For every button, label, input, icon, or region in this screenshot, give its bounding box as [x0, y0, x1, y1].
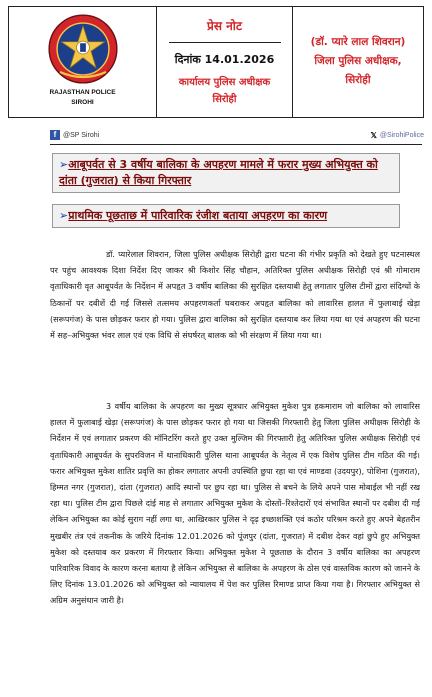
headline-box-1: [52, 153, 400, 193]
arrow-bullet-icon: ➢: [59, 158, 69, 171]
body-paragraph-2: 3 वर्षीय बालिका के अपहरण का मुख्य सूत्रधार अभियुक्त मुकेश पुत्र हकमाराम जो बालिका को लावारिस हालत में फुलाबाई खेड़ा (सरूपगंज) के पास छोड़कर फरार हो गया था जिसकी गिरफ्तारी हेतु जिला पुलिस अधीक्षक सिरोही के निर्देशन में एवं लगातार प्रकरण की मॉनिटरिंग करते हुए उक्त मुल्जिम की गिरफ्तारी हेतु अतिरिक्त पुलिस अधीक्षक सिरोही एवं वृताधिकारी आबूपर्वत के सुपरविजन में थानाधिकारी पुलिस थाना आबूपर्वत के नेतृत्व में एक विशेष पुलिस टीम गठित की गई। फरार अभियुक्त मुकेश शातिर प्रवृत्ति का होकर लगातार अपनी उपस्थिति छुपा रहा था एवं माण्डवा (उदयपुर), पोशिना (गुजरात), हिम्मत नगर (गुजरात), दांता (गुजरात) आदि स्थानों पर छुप रहा था। पुलिस से बचने के लिये अपने पास मोबाईल भी नहीं रख रहा था। पुलिस टीम द्वारा पिछले दांई माह से लगातार अभियुक्त मुकेश के दोस्तों–रिश्तेदारों एवं संभावित स्थानों पर दबीश दी गई लेकिन अभियुक्त का कोई सुराग नहीं लगा था, आखिरकार पुलिस ने दृढ़ इच्छाशक्ति एवं कठोर परिश्रम करते हुए अपने बेहतरीन मुखबीर तंत्र एवं तकनीक के जरिये दिनांक 12.01.2026 को पूंजपुर (दांता, गुजरात) में दबीश देकर वहां छुपे हुए अभियुक्त मुकेश को दस्तयाब कर प्रकरण में गिरफ्तार किया। अभियुक्त मुकेश ने पूछताछ के दौरान 3 वर्षीय बालिका का अपहरण पारिवारिक विवाद के कारण करना बताया है लेकिन अभियुक्त से बालिका के अपहरण के ठोस एवं वास्तविक कारण को जानने के लिए दिनांक 13.01.2026 को अभियुक्त को न्यायालय में पेश कर पुलिस रिमाण्ड प्राप्त किया गया है। गिरफ्तार अभियुक्त से अग्रिम अनुसंधान जारी है।: [50, 401, 420, 606]
signatory-location: सिरोही: [345, 74, 371, 86]
office-name-line1: कार्यालय पुलिस अधीक्षक: [178, 77, 271, 88]
facebook-icon: f: [50, 130, 60, 140]
logo-label: [49, 88, 115, 108]
press-note-title: प्रेस नोट: [207, 19, 242, 33]
headline-2: प्राथमिक पूछताछ में पारिवारिक रंजीश बताया अपहरण का कारण: [68, 209, 328, 222]
office-name-line2: सिरोही: [212, 94, 237, 105]
press-note-date: दिनांक 14.01.2026: [174, 53, 275, 66]
rajasthan-police-emblem-icon: [47, 13, 119, 85]
facebook-handle-text: @SP Sirohi: [63, 131, 100, 139]
signatory-designation: जिला पुलिस अधीक्षक,: [314, 55, 402, 67]
logo-cell: [9, 7, 157, 117]
arrow-bullet-icon: ➢: [59, 209, 69, 222]
office-name: [179, 74, 270, 108]
press-note-cell: [157, 7, 293, 117]
logo-label-line2: SIROHI: [71, 99, 94, 106]
title-divider: [169, 42, 281, 43]
social-handles: [50, 128, 424, 142]
press-note-header: [8, 6, 424, 118]
x-handle-text: @SirohiPolice: [379, 131, 424, 139]
logo-label-line1: RAJASTHAN POLICE: [49, 89, 116, 96]
headline-1: आबूपर्वत से 3 वर्षीय बालिका के अपहरण मामले में फरार मुख्य अभियुक्त को दांता (गुजरात) से किया गिरफ्तार: [59, 158, 378, 187]
body-paragraph-1: डॉ. प्यारेलाल शिवरान, जिला पुलिस अधीक्षक सिरोही द्वारा घटना की गंभीर प्रकृति को देखते हुए घटनास्थल पर पहुंच आवश्यक दिशा निर्देश दिए जाकर श्री किशोर सिंह चौहान, अतिरिक्त पुलिस अधीक्षक सिरोही एवं श्री गोमाराम वृताधिकारी वृत आबूपर्वत के निर्देशन में अपहृत 3 वर्षीय बालिका की सुरक्षित दस्तयाबी हेतु लगातार पुलिस टीमों द्वारा संदिग्धों के ठिकानों पर दबीशें दी गई जिससे तत्समय अपहरणकर्ता घबराकर अपहृत बालिका को लावारिस हालत में फुलाबाई खेड़ा (सरूपगंज) के पास छोड़कर फरार हो गया। पुलिस द्वारा बालिका को सुरक्षित दस्तयाब कर लिया गया था एवं अपहरण की घटना में सह–अभियुक्त भंवर लाल एवं एक विधि से संघर्षरत् बालक को भी संरक्षण में लिया गया था।: [50, 249, 420, 341]
facebook-handle: [50, 130, 99, 140]
x-twitter-icon: 𝕏: [370, 130, 377, 140]
header-divider: [50, 144, 422, 145]
x-handle: [370, 131, 424, 140]
signatory-cell: [293, 7, 423, 117]
headline-box-2: [52, 204, 400, 228]
signatory-name: (डॉ. प्यारे लाल शिवरान): [310, 36, 406, 48]
